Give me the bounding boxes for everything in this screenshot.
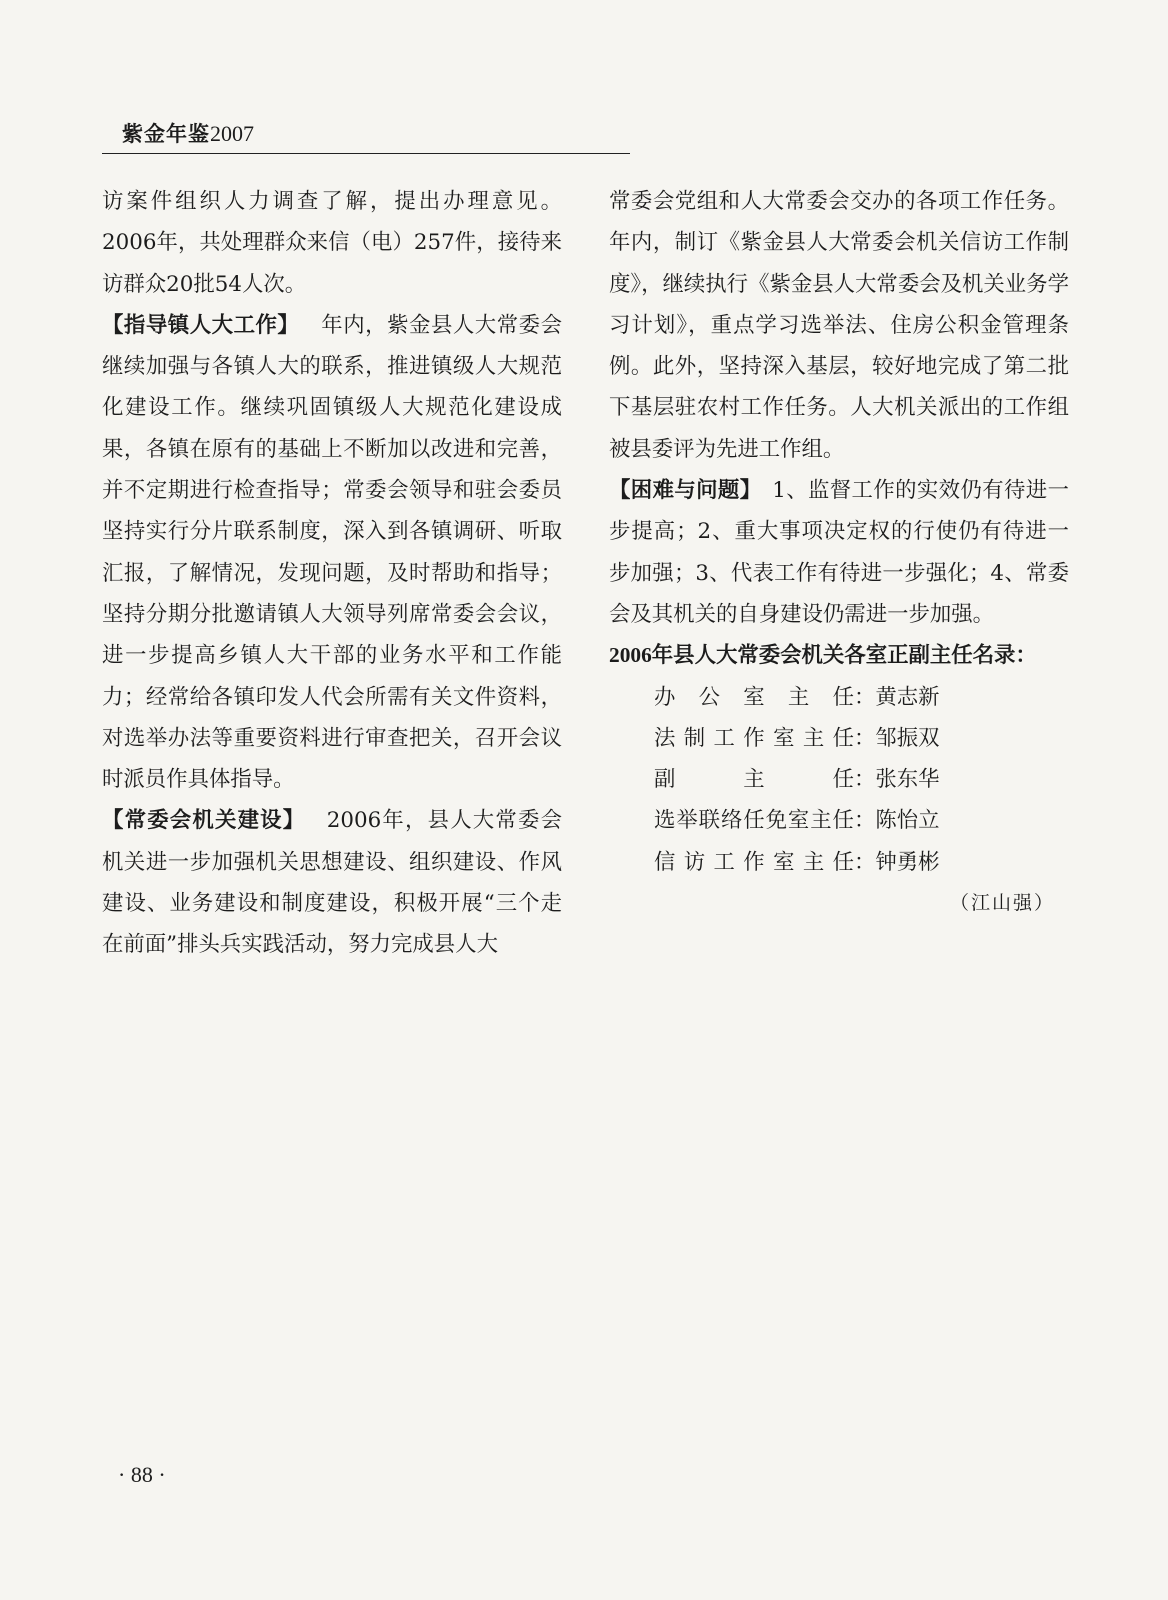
- roster-role-char: 主: [810, 808, 832, 834]
- roster-role-char: 任: [832, 725, 854, 751]
- roster-role-char: 工: [713, 725, 735, 751]
- roster-role-char: 工: [713, 849, 735, 875]
- section-office-building: [102, 800, 562, 965]
- roster-title: [609, 635, 1069, 676]
- roster-role: [654, 842, 854, 883]
- roster-role-char: 信: [654, 849, 676, 875]
- roster-role-char: 制: [683, 725, 706, 751]
- roster-name: ：陈怡立: [854, 808, 940, 834]
- roster-role-char: 室: [773, 725, 795, 751]
- roster-role-char: 访: [683, 849, 706, 875]
- roster-role-char: 络: [720, 808, 743, 834]
- roster-title-text: 年县人大常委会机关各室正副主任名录：: [651, 643, 1037, 669]
- roster-list: [609, 677, 1069, 883]
- section-heading: 【困难与问题】: [609, 478, 762, 504]
- running-head-title: 紫金年鉴: [122, 122, 210, 146]
- section-heading: 【指导镇人大工作】: [102, 312, 300, 338]
- roster-role: [654, 800, 854, 841]
- section-body: 1、监督工作的实效仍有待进一步提高；2、重大事项决定权的行使仍有待进一步加强；3、代表工作有待进一步强化；4、常委会及其机关的自身建设仍需进一步加强。: [609, 478, 1069, 627]
- roster-role-char: 作: [743, 725, 765, 751]
- header-rule: [102, 153, 630, 154]
- roster-name: ：钟勇彬: [854, 849, 940, 875]
- roster-role-char: 室: [743, 684, 765, 710]
- roster-role-char: 免: [765, 808, 787, 834]
- roster-role-char: 举: [676, 808, 698, 834]
- roster-role-char: 任: [832, 767, 854, 793]
- roster-role-char: 室: [773, 849, 795, 875]
- roster-name: ：张东华: [854, 767, 940, 793]
- roster-role: [654, 759, 854, 800]
- roster-role-char: 任: [832, 684, 854, 710]
- roster-role: [654, 718, 854, 759]
- author-credit: （江山强）: [949, 892, 1055, 915]
- section-body: 2006年，县人大常委会机关进一步加强机关思想建设、组织建设、作风建设、业务建设和制度建设，积极开展“三个走在前面”排头兵实践活动，努力完成县人大: [102, 808, 562, 958]
- section-body: 年内，紫金县人大常委会继续加强与各镇人大的联系，推进镇级人大规范化建设工作。继续巩固镇级人大规范化建设成果，各镇在原有的基础上不断加以改进和完善，并不定期进行检查指导；常委会领导和驻会委员坚持实行分片联系制度，深入到各镇调研、听取汇报，了解情况，发现问题，及时帮助和指导；坚持分期分批邀请镇人大领导列席常委会会议，进一步提高乡镇人大干部的业务水平和工作能力；经常给各镇印发人代会所需有关文件资料，对选举办法等重要资料进行审查把关，召开会议时派员作具体指导。: [102, 312, 562, 793]
- roster-name: ：黄志新: [854, 684, 940, 710]
- roster-role-char: 联: [698, 808, 721, 834]
- roster-role-char: 选: [654, 808, 676, 834]
- roster-row: [654, 800, 1069, 841]
- roster-role-char: 公: [698, 684, 721, 710]
- roster-role-char: 主: [802, 849, 825, 875]
- roster-role: [654, 677, 854, 718]
- roster-role-char: 任: [743, 808, 765, 834]
- roster-role-char: 任: [832, 849, 854, 875]
- roster-name: ：邹振双: [854, 725, 940, 751]
- roster-role-char: 任: [832, 808, 854, 834]
- roster-row: [654, 718, 1069, 759]
- roster-role-char: 作: [743, 849, 765, 875]
- page-number: · 88 ·: [118, 1462, 166, 1487]
- section-guide-town-congress: [102, 305, 562, 801]
- section-heading: 【常委会机关建设】: [102, 808, 306, 834]
- roster-role-char: 主: [743, 767, 765, 793]
- paragraph-continued: 常委会党组和人大常委会交办的各项工作任务。年内，制订《紫金县人大常委会机关信访工作制度》，继续执行《紫金县人大常委会及机关业务学习计划》，重点学习选举法、住房公积金管理条例。此外，坚持深入基层，较好地完成了第二批下基层驻农村工作任务。人大机关派出的工作组被县委评为先进工作组。: [609, 189, 1069, 462]
- roster-role-char: 办: [654, 684, 676, 710]
- roster-role-char: 主: [802, 725, 825, 751]
- roster-role-char: 法: [654, 725, 676, 751]
- roster-row: [654, 842, 1069, 883]
- running-head-year: 2007: [210, 121, 254, 146]
- left-column: [102, 181, 562, 966]
- roster-row: [654, 759, 1069, 800]
- paragraph-continued: 访案件组织人力调查了解，提出办理意见。2006年，共处理群众来信（电）257件，接待来访群众20批54人次。: [102, 189, 562, 297]
- running-head: [122, 118, 254, 148]
- roster-title-year: 2006: [609, 643, 652, 668]
- section-difficulties: [609, 470, 1069, 635]
- roster-role-char: 主: [787, 684, 810, 710]
- right-column: [609, 181, 1069, 924]
- roster-role-char: 副: [654, 767, 676, 793]
- roster-row: [654, 677, 1069, 718]
- roster-role-char: 室: [787, 808, 810, 834]
